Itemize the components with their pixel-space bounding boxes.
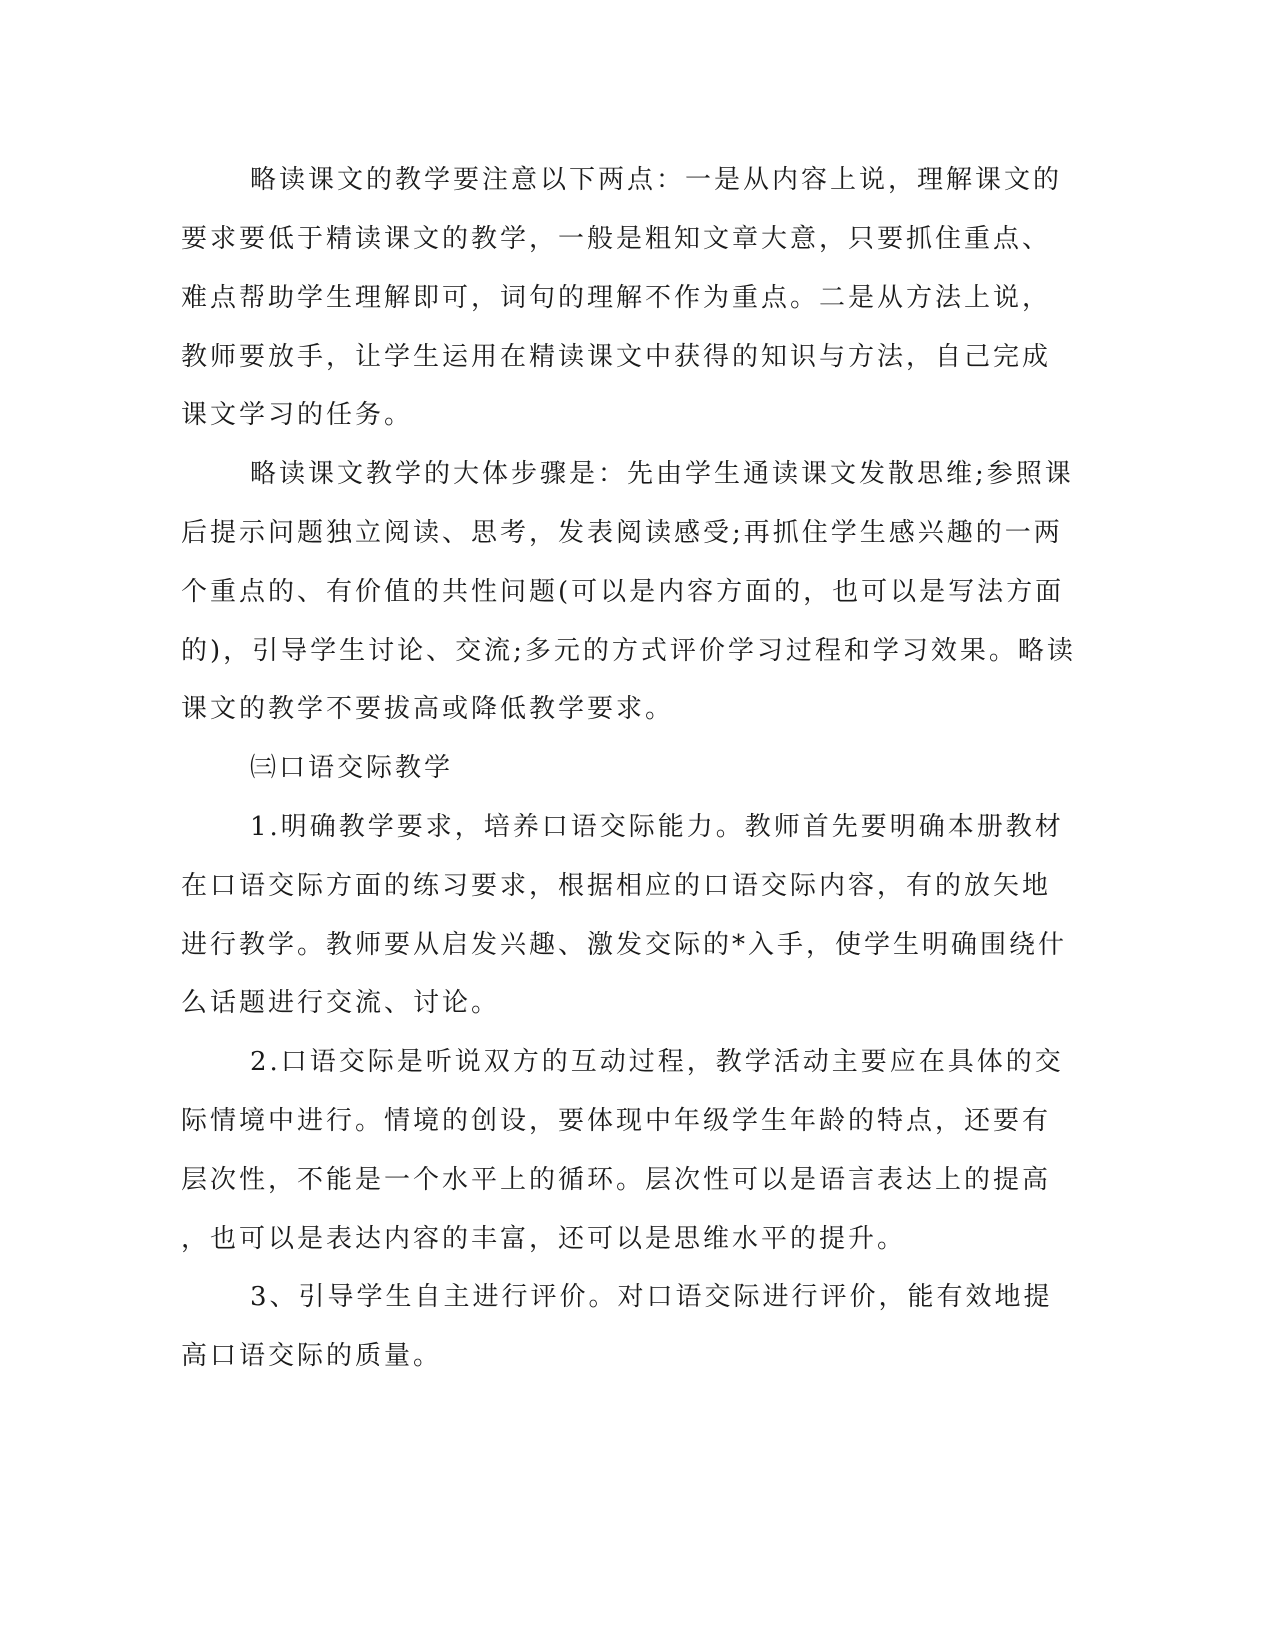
paragraph-1-line-5: 课文学习的任务。 bbox=[181, 400, 414, 430]
section-heading: ㈢口语交际教学 bbox=[250, 753, 454, 783]
paragraph-2-line-3: 个重点的、有价值的共性问题(可以是内容方面的，也可以是写法方面 bbox=[181, 577, 1065, 607]
paragraph-3-line-2: 在口语交际方面的练习要求，根据相应的口语交际内容，有的放矢地 bbox=[181, 871, 1052, 901]
paragraph-2-line-2: 后提示问题独立阅读、思考，发表阅读感受;再抓住学生感兴趣的一两 bbox=[181, 518, 1063, 548]
paragraph-1-line-3: 难点帮助学生理解即可，词句的理解不作为重点。二是从方法上说， bbox=[181, 283, 1052, 313]
paragraph-5-line-2: 高口语交际的质量。 bbox=[181, 1341, 443, 1371]
paragraph-2-line-1: 略读课文教学的大体步骤是：先由学生通读课文发散思维;参照课 bbox=[250, 459, 1074, 489]
paragraph-4-line-4: ，也可以是表达内容的丰富，还可以是思维水平的提升。 bbox=[181, 1224, 907, 1254]
paragraph-5-line-1: 3、引导学生自主进行评价。对口语交际进行评价，能有效地提 bbox=[250, 1282, 1053, 1312]
paragraph-3-line-4: 么话题进行交流、讨论。 bbox=[181, 988, 501, 1018]
paragraph-1-line-1: 略读课文的教学要注意以下两点：一是从内容上说，理解课文的 bbox=[250, 165, 1063, 195]
paragraph-4-line-2: 际情境中进行。情境的创设，要体现中年级学生年龄的特点，还要有 bbox=[181, 1106, 1052, 1136]
paragraph-3-line-3: 进行教学。教师要从启发兴趣、激发交际的*入手，使学生明确围绕什 bbox=[181, 930, 1068, 960]
paragraph-3-line-1: 1.明确教学要求，培养口语交际能力。教师首先要明确本册教材 bbox=[250, 812, 1064, 842]
paragraph-1-line-2: 要求要低于精读课文的教学，一般是粗知文章大意，只要抓住重点、 bbox=[181, 224, 1052, 254]
paragraph-1-line-4: 教师要放手，让学生运用在精读课文中获得的知识与方法，自己完成 bbox=[181, 342, 1052, 372]
paragraph-2-line-4: 的)，引导学生讨论、交流;多元的方式评价学习过程和学习效果。略读 bbox=[181, 636, 1076, 666]
paragraph-4-line-3: 层次性，不能是一个水平上的循环。层次性可以是语言表达上的提高 bbox=[181, 1165, 1052, 1195]
paragraph-4-line-1: 2.口语交际是听说双方的互动过程，教学活动主要应在具体的交 bbox=[250, 1047, 1064, 1077]
paragraph-2-line-5: 课文的教学不要拔高或降低教学要求。 bbox=[181, 694, 675, 724]
